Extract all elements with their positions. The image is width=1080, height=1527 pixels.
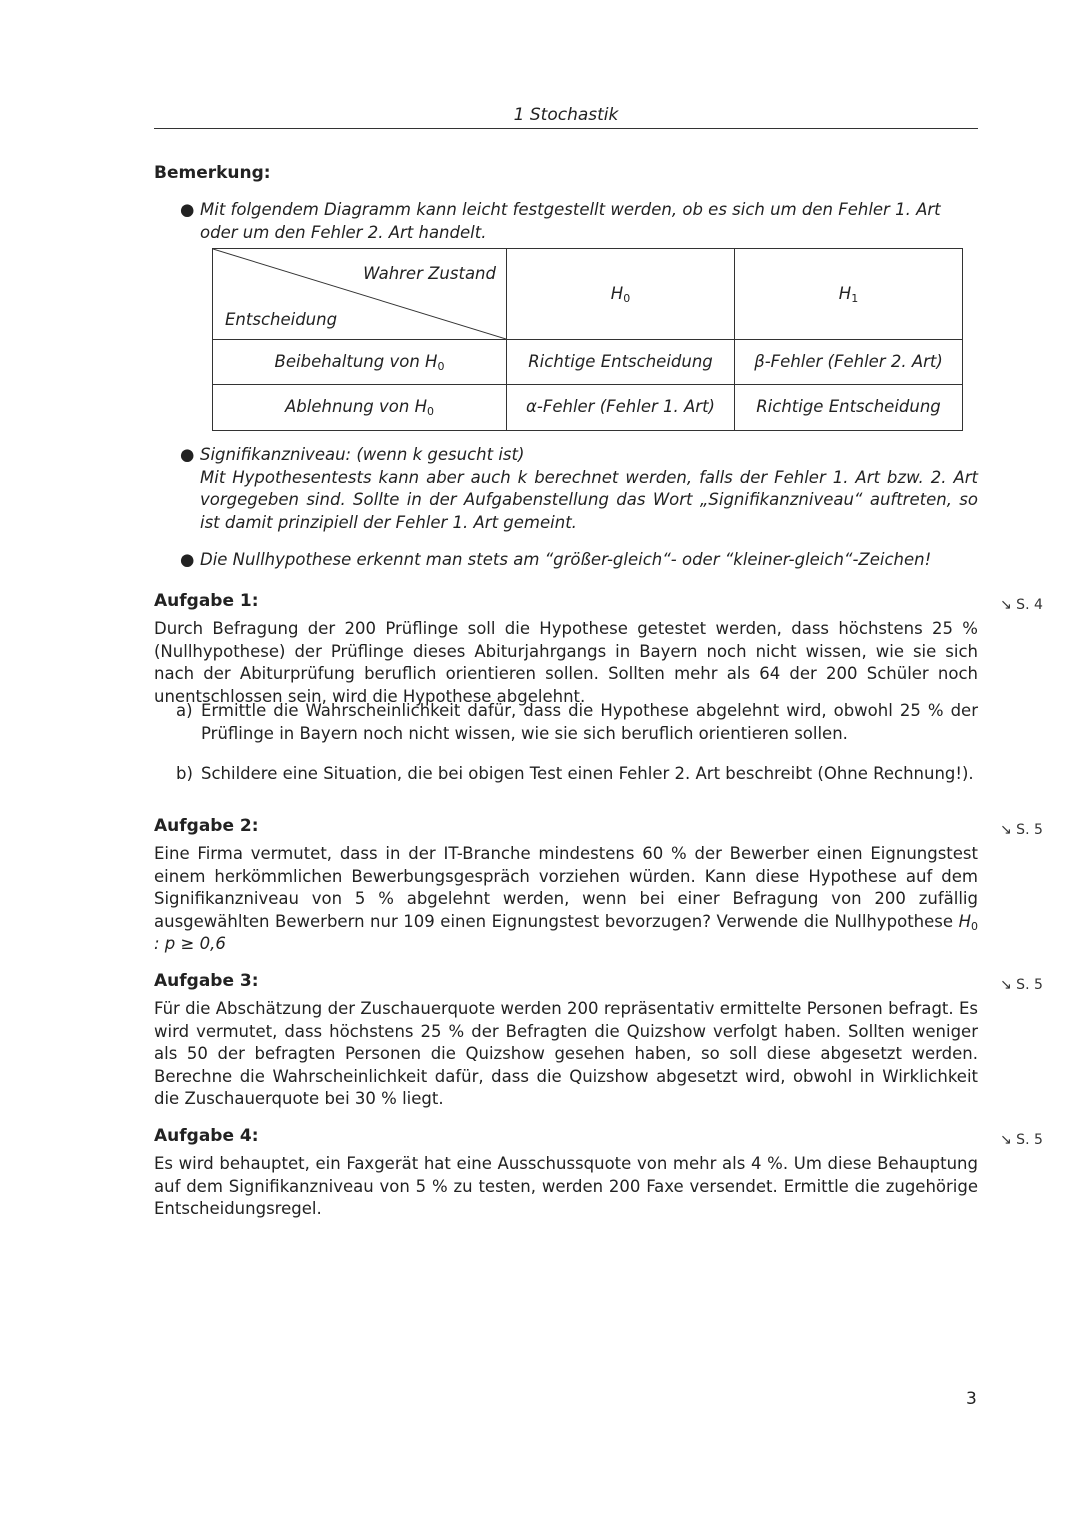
task-1a [176, 700, 978, 745]
task-1b [176, 763, 978, 786]
remark-bullet-3 [180, 549, 978, 572]
task-3-heading: Aufgabe 3: [154, 971, 259, 991]
task-4-text: Es wird behauptet, ein Faxgerät hat eine Ausschussquote von mehr als 4 %. Um diese Behauptung auf dem Signifikanzniveau von 5 % zu testen, werden 200 Faxe versendet. Ermittle die zugehörige Entscheidungsregel. [154, 1154, 978, 1218]
task-2-text: Eine Firma vermutet, dass in der IT-Branche mindestens 60 % der Bewerber einen Eignungstest einem herkömmlichen Bewerbungsgespräch vorziehen würden. Kann diese Hypothese auf dem Signifikanzniveau von 5 % abgelehnt werden, wenn bei einer Befragung von 200 zufällig ausgewählten Bewerbern nur 109 einen Eignungstest bevorzugen? Verwende die Nullhypothese [154, 844, 978, 931]
remark-bullet-1-text: Mit folgendem Diagramm kann leicht festgestellt werden, ob es sich um den Fehler 1. Art oder um den Fehler 2. Art handelt. [200, 200, 941, 242]
task-1-page-ref: ↘ S. 4 [1000, 597, 1043, 613]
bullet-dot: ● [180, 550, 195, 569]
page-number: 3 [966, 1389, 977, 1409]
task-1-text: Durch Befragung der 200 Prüflinge soll die Hypothese getestet werden, dass höchstens 25 % (Nullhypothese) der Prüflinge dieses Abiturjahrgangs in Bayern noch nicht wissen, wie sie sich nach der Abiturprüfung beruflich orientieren sollen. Sollten mehr als 64 der 200 Schüler noch unentschlossen sein, wird die Hypothese abgelehnt. [154, 619, 978, 706]
col-h0-sub: 0 [623, 291, 631, 305]
task-2-page-ref: ↘ S. 5 [1000, 822, 1043, 838]
formula-h: H [958, 911, 971, 931]
row-2-label-text: Ablehnung von H [284, 397, 427, 417]
col-h0-label: H [610, 283, 624, 303]
row-2-cell-2: Richtige Entscheidung [735, 385, 963, 431]
header-rule [154, 128, 978, 129]
task-1a-text: Ermittle die Wahrscheinlichkeit dafür, dass die Hypothese abgelehnt wird, obwohl 25 % der Prüflinge in Bayern noch nicht wissen, wie sie sich beruflich orientieren sollen. [201, 701, 978, 743]
remark-bullet-2 [180, 444, 978, 534]
row-1-cell-1: Richtige Entscheidung [507, 340, 735, 385]
remark-heading: Bemerkung: [154, 163, 271, 183]
task-1b-text: Schildere eine Situation, die bei obigen Test einen Fehler 2. Art beschreibt (Ohne Rechnung!). [201, 764, 974, 783]
table-col-h1 [735, 249, 963, 340]
table-col-h0 [507, 249, 735, 340]
col-h1-sub: 1 [851, 291, 859, 305]
table-corner-cell [213, 249, 507, 340]
row-1-label-sub: 0 [437, 359, 445, 373]
formula-sub: 0 [971, 919, 978, 933]
row-2-label [213, 385, 507, 431]
table-row [213, 385, 963, 431]
decision-table [212, 248, 963, 431]
remark-bullet-2-text: Mit Hypothesentests kann aber auch k berechnet werden, falls der Fehler 1. Art bzw. 2. Art vorgegeben sind. Sollte in der Aufgabenstellung das Wort „Signifikanzniveau“ auftreten, so ist damit prinzipiell der Fehler 1. Art gemeint. [200, 467, 978, 532]
row-2-cell-1: α-Fehler (Fehler 1. Art) [507, 385, 735, 431]
bullet-dot: ● [180, 200, 195, 219]
col-h1-label: H [838, 283, 852, 303]
task-4-page-ref: ↘ S. 5 [1000, 1132, 1043, 1148]
row-1-label [213, 340, 507, 385]
table-corner-top: Wahrer Zustand [363, 264, 496, 283]
formula-rest: : p ≥ 0,6 [154, 934, 226, 953]
task-2-heading: Aufgabe 2: [154, 816, 259, 836]
task-4-heading: Aufgabe 4: [154, 1126, 259, 1146]
row-1-cell-2: β-Fehler (Fehler 2. Art) [735, 340, 963, 385]
remark-bullet-3-text: Die Nullhypothese erkennt man stets am “größer-gleich“- oder “kleiner-gleich“-Zeichen! [200, 550, 932, 569]
remark-bullet-2-title: Signifikanzniveau: (wenn k gesucht ist) [200, 445, 525, 464]
remark-bullet-1 [180, 199, 978, 244]
task-1a-label: a) [176, 701, 193, 720]
task-3-text: Für die Abschätzung der Zuschauerquote werden 200 repräsentativ ermittelte Personen befragt. Es wird vermutet, dass höchstens 25 % der Befragten die Quizshow verfolgt haben. Sollten weniger als 50 der befragten Personen die Quizshow gesehen haben, so soll diese abgesetzt werden. Berechne die Wahrscheinlichkeit dafür, dass die Quizshow abgesetzt wird, obwohl in Wirklichkeit die Zuschauerquote bei 30 % liegt. [154, 999, 978, 1108]
row-2-label-sub: 0 [427, 405, 434, 419]
page-header: 1 Stochastik [513, 105, 619, 125]
bullet-dot: ● [180, 445, 195, 464]
table-corner-bottom: Entscheidung [225, 309, 338, 329]
task-1-heading: Aufgabe 1: [154, 591, 259, 611]
table-row [213, 340, 963, 385]
task-3-page-ref: ↘ S. 5 [1000, 977, 1043, 993]
task-1b-label: b) [176, 764, 193, 783]
task-2-body [154, 843, 978, 956]
row-1-label-text: Beibehaltung von H [274, 351, 438, 371]
